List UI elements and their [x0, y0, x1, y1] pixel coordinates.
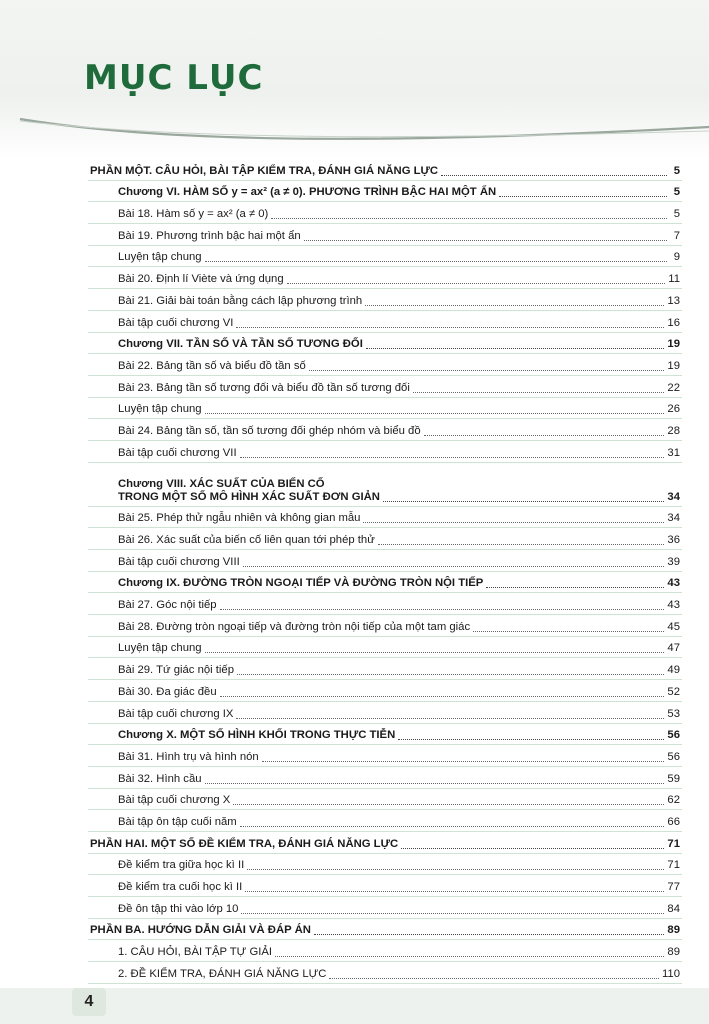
dot-leader [205, 780, 665, 784]
toc-entry-label-line1: Chương VIII. XÁC SUẤT CỦA BIẾN CỐ [118, 477, 325, 490]
toc-entry-page: 34 [667, 490, 680, 503]
toc-entry-label: PHẦN MỘT. CÂU HỎI, BÀI TẬP KIỂM TRA, ĐÁNH GIÁ NĂNG LỰC [90, 164, 439, 177]
toc-entry-page: 13 [667, 294, 680, 307]
toc-entry-page: 89 [667, 946, 680, 959]
dot-leader [499, 193, 667, 197]
dot-leader [363, 519, 664, 523]
toc-entry-lesson [88, 897, 682, 919]
toc-entry-label: 1. CÂU HỎI, BÀI TẬP TỰ GIẢI [118, 946, 273, 959]
dot-leader [237, 671, 664, 675]
toc-entry-page: 19 [667, 359, 680, 372]
toc-entry-label: Bài 32. Hình cầu [118, 772, 202, 785]
toc-entry-label: Đề ôn tập thi vào lớp 10 [118, 902, 239, 915]
dot-leader [241, 910, 664, 914]
toc-entry-chapter [88, 181, 682, 203]
header-swoosh-decoration [0, 105, 709, 145]
dot-leader [236, 324, 664, 328]
toc-entry-label: Bài tập cuối chương VII [118, 446, 237, 459]
toc-entry-page: 31 [667, 446, 680, 459]
toc-entry-label: Bài 30. Đa giác đều [118, 685, 217, 698]
dot-leader [205, 410, 665, 414]
toc-entry-label: Bài 20. Định lí Viète và ứng dụng [118, 273, 284, 286]
toc-entry-page: 43 [667, 577, 680, 590]
dot-leader [240, 454, 665, 458]
toc-entry-page: 26 [667, 403, 680, 416]
dot-leader [220, 606, 665, 610]
dot-leader [271, 215, 667, 219]
toc-entry-page: 45 [667, 620, 680, 633]
toc-entry-page: 52 [667, 685, 680, 698]
dot-leader [205, 258, 667, 262]
toc-entry-page: 77 [667, 881, 680, 893]
toc-entry-page: 59 [667, 772, 680, 785]
toc-entry-lesson [88, 637, 682, 659]
toc-entry-lesson [88, 528, 682, 550]
toc-entry-lesson [88, 376, 682, 398]
dot-leader [287, 280, 666, 284]
toc-entry-chapter [88, 724, 682, 746]
toc-entry-page: 39 [667, 555, 680, 568]
dot-leader [398, 736, 664, 740]
toc-entry-label: Bài 28. Đường tròn ngoại tiếp và đường tròn nội tiếp của một tam giác [118, 620, 471, 633]
toc-entry-lesson [88, 419, 682, 441]
toc-entry-page: 71 [667, 837, 680, 850]
dot-leader [247, 866, 664, 870]
toc-entry-label: Đề kiểm tra cuối học kì II [118, 881, 243, 893]
page-title: MỤC LỤC [84, 58, 264, 98]
toc-entry-page: 71 [667, 859, 680, 872]
toc-entry-page: 28 [667, 424, 680, 437]
dot-leader [401, 845, 664, 849]
toc-entry-chapter [88, 463, 682, 507]
toc-entry-page: 89 [667, 924, 680, 937]
toc-entry-page: 5 [673, 208, 680, 221]
dot-leader [424, 432, 665, 436]
toc-entry-label-line2: TRONG MỘT SỐ MÔ HÌNH XÁC SUẤT ĐƠN GIẢN [118, 490, 380, 503]
dot-leader [314, 931, 665, 935]
dot-leader [205, 649, 665, 653]
dot-leader [309, 367, 665, 371]
page-number: 4 [72, 988, 106, 1016]
toc-entry-label: Bài 24. Bảng tần số, tần số tương đối ghép nhóm và biểu đồ [118, 424, 421, 437]
toc-entry-label: Bài tập cuối chương IX [118, 707, 234, 720]
toc-entry-lesson [88, 398, 682, 420]
toc-entry-page: 110 [661, 967, 680, 980]
toc-entry-lesson [88, 745, 682, 767]
footer-band [0, 988, 709, 1024]
toc-entry-lesson [88, 854, 682, 876]
toc-entry-lesson [88, 593, 682, 615]
toc-entry-part [88, 919, 682, 941]
toc-entry-lesson [88, 875, 682, 897]
toc-entry-label: Bài tập cuối chương X [118, 794, 231, 807]
toc-entry-lesson [88, 354, 682, 376]
toc-entry-label: Bài 25. Phép thử ngẫu nhiên và không gian mẫu [118, 512, 361, 525]
toc-entry-label: Bài 27. Góc nội tiếp [118, 599, 217, 612]
dot-leader [275, 953, 664, 957]
toc-entry-page: 62 [667, 794, 680, 807]
dot-leader [233, 801, 664, 805]
toc-entry-lesson [88, 311, 682, 333]
dot-leader [366, 345, 665, 349]
toc-entry-page: 53 [667, 707, 680, 720]
toc-entry-page: 47 [667, 642, 680, 655]
toc-entry-label: Đề kiểm tra giữa học kì II [118, 859, 245, 872]
toc-entry-label: Bài 19. Phương trình bậc hai một ẩn [118, 229, 301, 242]
toc-entry-label: Bài tập cuối chương VIII [118, 555, 240, 568]
toc-entry-label: Luyện tập chung [118, 403, 202, 416]
toc-entry-label [118, 478, 380, 504]
dot-leader [383, 498, 664, 502]
toc-entry-label: Bài 31. Hình trụ và hình nón [118, 750, 259, 763]
dot-leader [329, 975, 659, 979]
toc-entry-label: Chương VII. TẦN SỐ VÀ TẦN SỐ TƯƠNG ĐỐI [118, 338, 363, 351]
toc-entry-lesson [88, 202, 682, 224]
toc-entry-page: 49 [667, 664, 680, 677]
dot-leader [304, 237, 667, 241]
toc-entry-page: 9 [673, 251, 680, 264]
toc-entry-page: 56 [667, 729, 680, 742]
toc-entry-label: Bài 23. Bảng tần số tương đối và biểu đồ tần số tương đối [118, 381, 410, 394]
dot-leader [441, 172, 667, 176]
toc-entry-lesson [88, 441, 682, 463]
toc-entry-page: 43 [667, 599, 680, 612]
toc-entry-page: 84 [667, 902, 680, 915]
toc-entry-label: 2. ĐỀ KIỂM TRA, ĐÁNH GIÁ NĂNG LỰC [118, 967, 327, 980]
toc-entry-part [88, 159, 682, 181]
toc-entry-page: 36 [667, 534, 680, 546]
toc-entry-page: 56 [667, 750, 680, 763]
toc-entry-lesson [88, 615, 682, 637]
toc-entry-page: 5 [673, 164, 680, 177]
dot-leader [413, 389, 665, 393]
dot-leader [236, 715, 664, 719]
toc-entry-label: Luyện tập chung [118, 251, 202, 264]
toc-entry-page: 22 [667, 381, 680, 394]
toc-entry-page: 11 [668, 273, 680, 286]
toc-entry-lesson [88, 224, 682, 246]
toc-entry-lesson [88, 658, 682, 680]
table-of-contents [88, 159, 682, 984]
toc-entry-label: PHẦN BA. HƯỚNG DẪN GIẢI VÀ ĐÁP ÁN [90, 924, 311, 937]
toc-entry-chapter [88, 333, 682, 355]
toc-entry-page: 16 [667, 316, 680, 329]
toc-entry-label: Bài tập cuối chương VI [118, 316, 234, 329]
dot-leader [486, 584, 664, 588]
toc-entry-chapter [88, 572, 682, 594]
dot-leader [220, 693, 665, 697]
toc-entry-label: Bài tập ôn tập cuối năm [118, 815, 237, 828]
toc-entry-lesson [88, 810, 682, 832]
toc-entry-lesson [88, 767, 682, 789]
toc-entry-lesson [88, 267, 682, 289]
toc-entry-lesson [88, 940, 682, 962]
toc-entry-label: Chương IX. ĐƯỜNG TRÒN NGOẠI TIẾP VÀ ĐƯỜNG TRÒN NỘI TIẾP [118, 577, 484, 590]
dot-leader [245, 888, 664, 892]
toc-entry-lesson [88, 246, 682, 268]
dot-leader [473, 628, 664, 632]
toc-entry-page: 5 [673, 186, 680, 199]
toc-entry-lesson [88, 789, 682, 811]
toc-entry-lesson [88, 702, 682, 724]
dot-leader [365, 302, 664, 306]
dot-leader [240, 823, 665, 827]
toc-entry-label: Bài 29. Tứ giác nội tiếp [118, 664, 234, 677]
toc-entry-label: Chương X. MỘT SỐ HÌNH KHỐI TRONG THỰC TIỄN [118, 729, 396, 742]
toc-entry-part [88, 832, 682, 854]
toc-entry-page: 66 [667, 815, 680, 828]
toc-entry-lesson [88, 289, 682, 311]
dot-leader [262, 758, 665, 762]
toc-entry-label: Bài 18. Hàm số y = ax² (a ≠ 0) [118, 208, 269, 221]
dot-leader [243, 563, 665, 567]
toc-entry-page: 19 [667, 338, 680, 351]
toc-entry-page: 7 [673, 229, 680, 242]
toc-entry-label: PHẦN HAI. MỘT SỐ ĐỀ KIỂM TRA, ĐÁNH GIÁ NĂNG LỰC [90, 837, 399, 850]
dot-leader [378, 541, 665, 545]
toc-entry-lesson [88, 550, 682, 572]
toc-entry-label: Bài 21. Giải bài toán bằng cách lập phương trình [118, 294, 363, 307]
toc-entry-lesson [88, 962, 682, 984]
toc-entry-label: Bài 26. Xác suất của biến cố liên quan tới phép thử [118, 534, 375, 546]
toc-entry-label: Bài 22. Bảng tần số và biểu đồ tần số [118, 359, 306, 372]
toc-entry-label: Chương VI. HÀM SỐ y = ax² (a ≠ 0). PHƯƠNG TRÌNH BẬC HAI MỘT ẨN [118, 186, 497, 199]
toc-entry-page: 34 [667, 512, 680, 525]
toc-entry-lesson [88, 507, 682, 529]
toc-entry-lesson [88, 680, 682, 702]
toc-entry-label: Luyện tập chung [118, 642, 202, 655]
